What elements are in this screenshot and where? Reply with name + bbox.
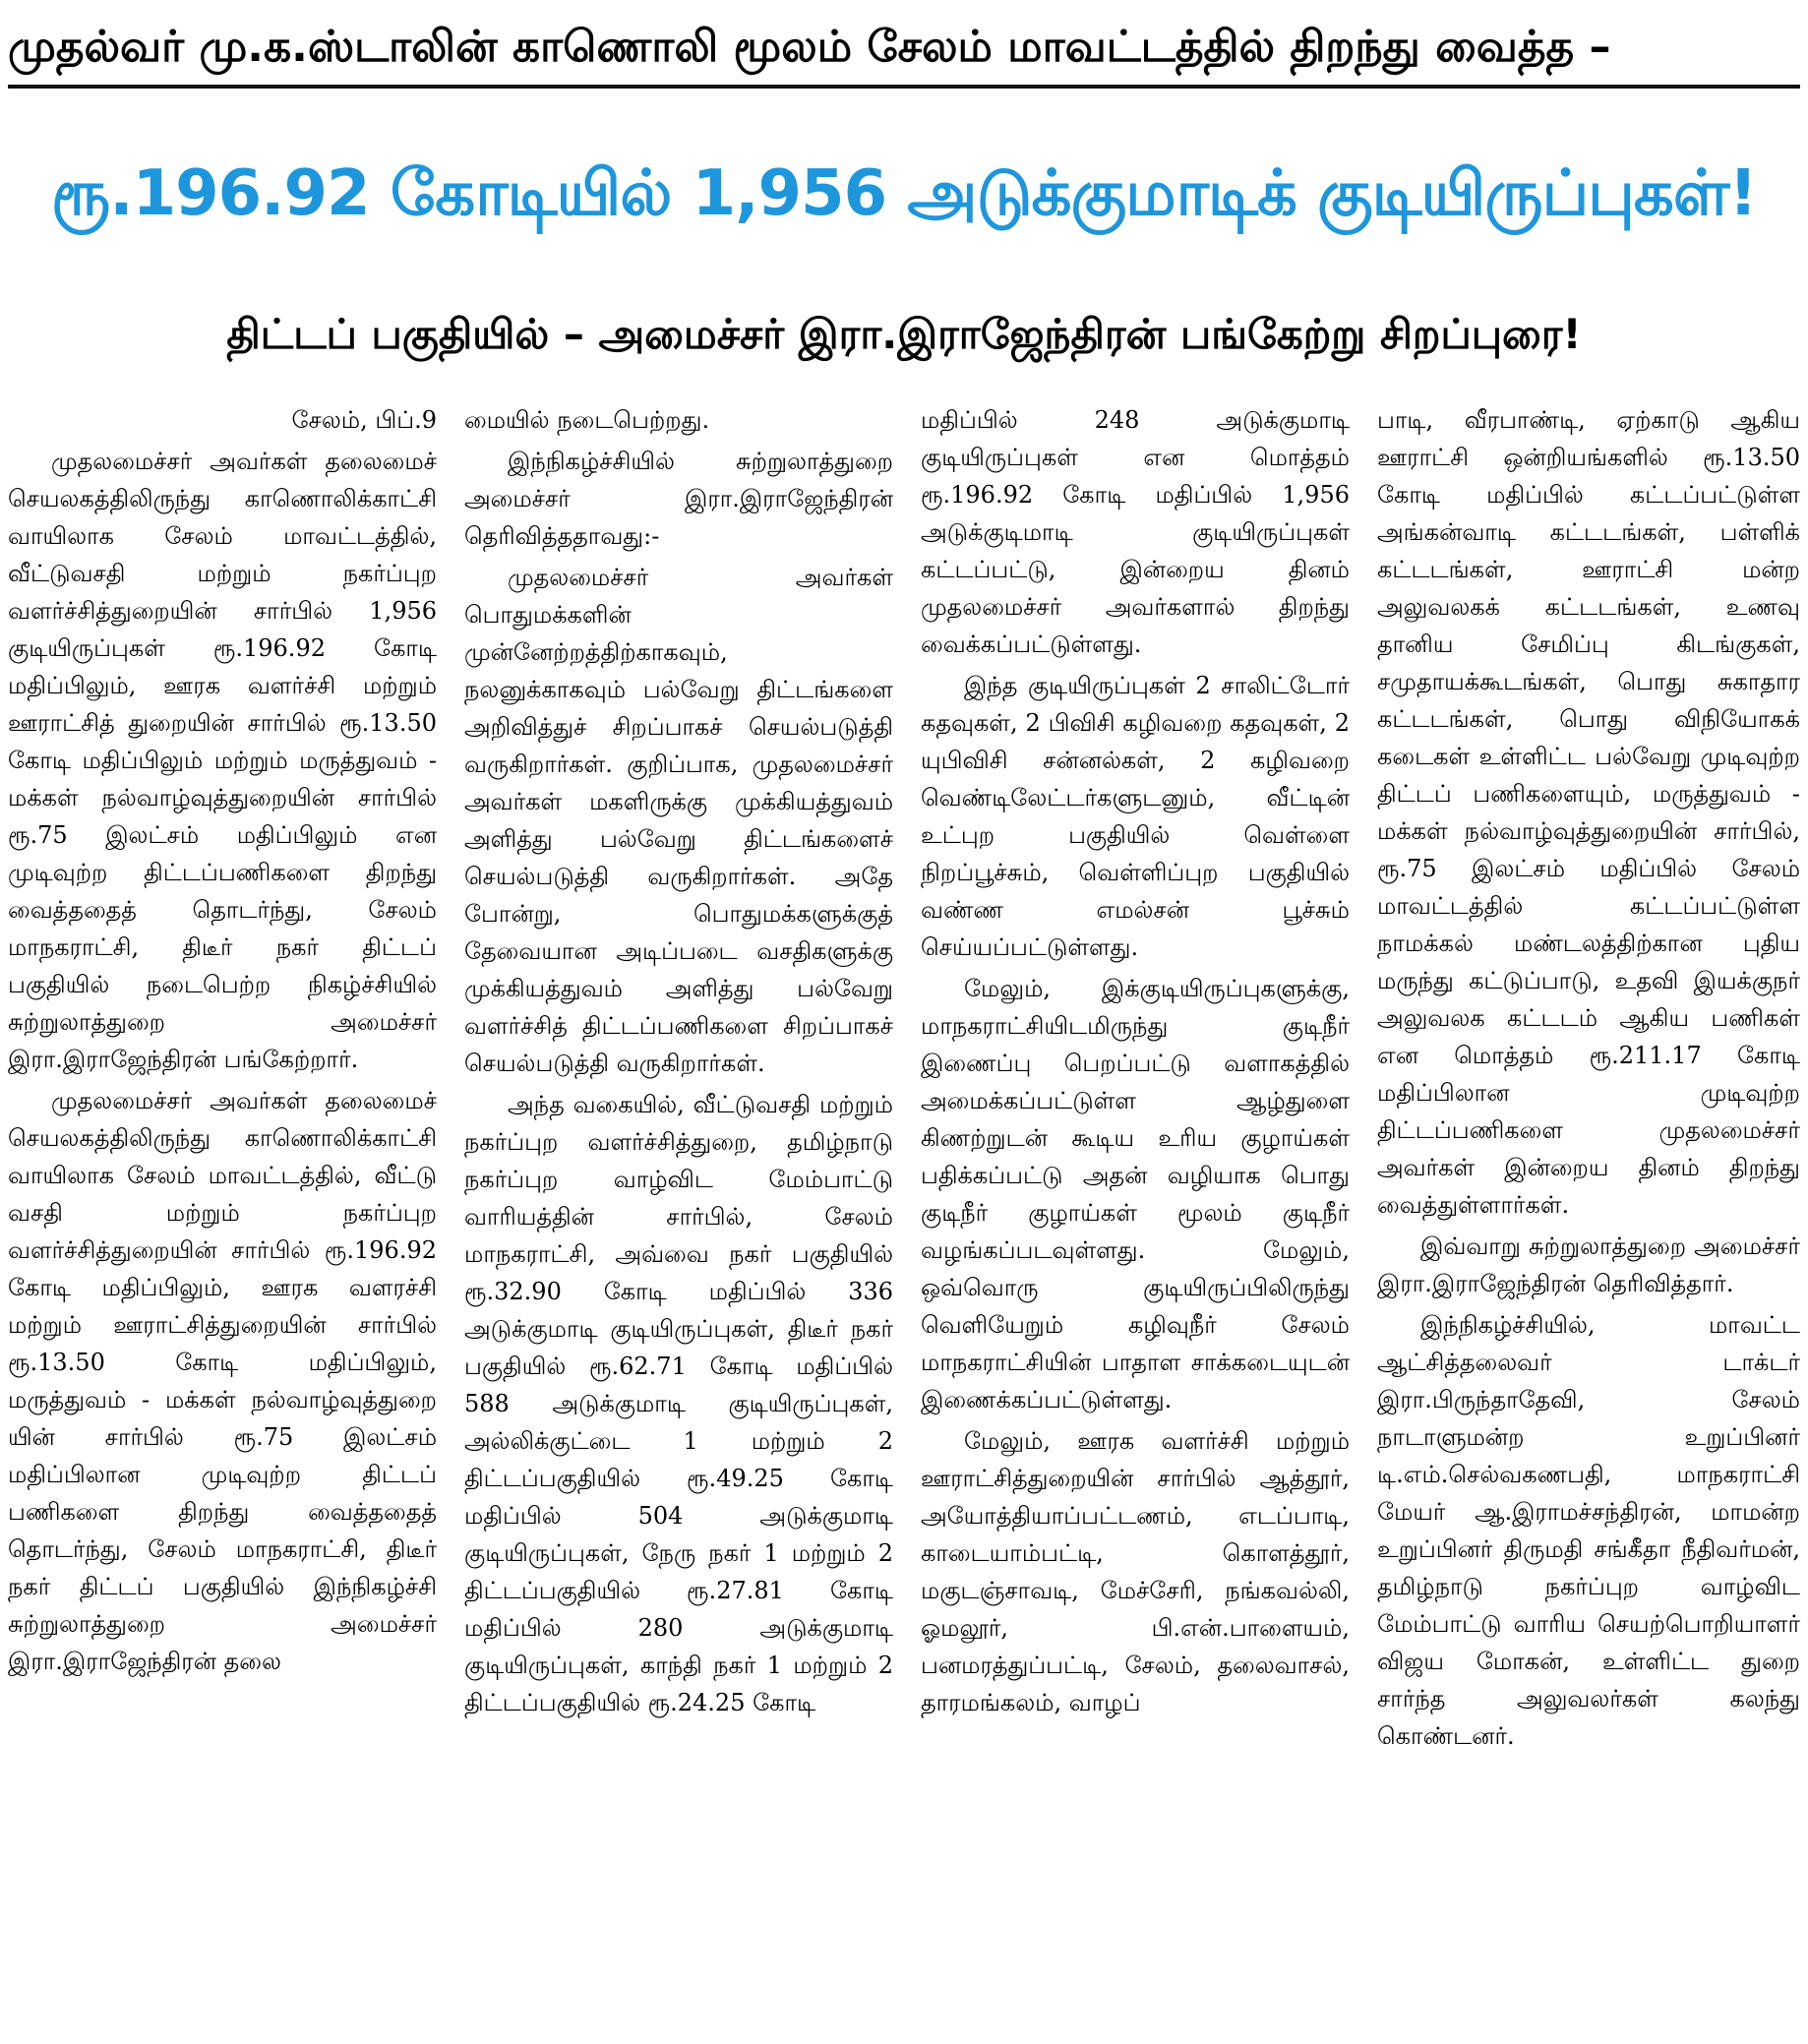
paragraph: மேலும், ஊரக வளர்ச்சி மற்றும் ஊராட்சித்துறையின் சார்பில் ஆத்தூர், அயோத்தியாப்பட்டணம், எடப்பாடி, காடையாம்பட்டி, கொளத்தூர், மகுடஞ்சாவடி, மேச்சேரி, நங்கவல்லி, ஓமலூர், பி.என்.பாளையம், பனமரத்துப்பட்டி, சேலம், தலைவாசல், தாரமங்கலம், வாழப்	[921, 1427, 1350, 1716]
paragraph: மையில் நடைபெற்றது.	[464, 406, 710, 434]
paragraph: இந்நிகழ்ச்சியில் சுற்றுலாத்துறை அமைச்சர் இரா.இராஜேந்திரன் தெரிவித்ததாவது:-	[464, 448, 893, 550]
article-column-3	[921, 401, 1350, 2038]
main-headline: ரூ.196.92 கோடியில் 1,956 அடுக்குமாடிக் குடியிருப்புகள்!	[51, 157, 1757, 230]
dateline: சேலம், பிப்.9	[291, 406, 437, 434]
article-column-2	[464, 401, 893, 2038]
paragraph: பாடி, வீரபாண்டி, ஏற்காடு ஆகிய ஊராட்சி ஒன்றியங்களில் ரூ.13.50 கோடி மதிப்பில் கட்டப்பட்டுள்ள அங்கன்வாடி கட்டடங்கள், பள்ளிக் கட்டடங்கள், ஊராட்சி மன்ற அலுவலகக் கட்டடங்கள், உணவு தானிய சேமிப்பு கிடங்குகள், சமுதாயக்கூடங்கள், பொது சுகாதார கட்டடங்கள், பொது விநியோகக் கடைகள் உள்ளிட்ட பல்வேறு முடிவுற்ற திட்டப் பணிகளையும், மருத்துவம் - மக்கள் நல்வாழ்வுத்துறையின் சார்பில், ரூ.75 இலட்சம் மதிப்பில் சேலம் மாவட்டத்தில் கட்டப்பட்டுள்ள நாமக்கல் மண்டலத்திற்கான புதிய மருந்து கட்டுப்பாடு, உதவி இயக்குநர் அலுவலக கட்டடம் ஆகிய பணிகள் என மொத்தம் ரூ.211.17 கோடி மதிப்பிலான முடிவுற்ற திட்டப்பணிகளை முதலமைச்சர் அவர்கள் இன்றைய தினம் திறந்து வைத்துள்ளார்கள்.	[1377, 406, 1800, 1219]
paragraph: முதலமைச்சர் அவர்கள் பொதுமக்களின் முன்னேற்றத்திற்காகவும், நலனுக்காகவும் பல்வேறு திட்டங்களை அறிவித்துச் சிறப்பாகச் செயல்படுத்தி வருகிறார்கள். குறிப்பாக, முதலமைச்சர் அவர்கள் மகளிருக்கு முக்கியத்துவம் அளித்து பல்வேறு திட்டங்களைச் செயல்படுத்தி வருகிறார்கள். அதே போன்று, பொதுமக்களுக்குத் தேவையான அடிப்படை வசதிகளுக்கு முக்கியத்துவம் அளித்து பல்வேறு வளர்ச்சித் திட்டப்பணிகளை சிறப்பாகச் செயல்படுத்தி வருகிறார்கள்.	[464, 564, 893, 1077]
paragraph: அந்த வகையில், வீட்டுவசதி மற்றும் நகர்ப்புற வளர்ச்சித்துறை, தமிழ்நாடு நகர்ப்புற வாழ்விட மேம்பாட்டு வாரியத்தின் சார்பில், சேலம் மாநகராட்சி, அவ்வை நகர் பகுதியில் ரூ.32.90 கோடி மதிப்பில் 336 அடுக்குமாடி குடியிருப்புகள், திடீர் நகர் பகுதியில் ரூ.62.71 கோடி மதிப்பில் 588 அடுக்குமாடி குடியிருப்புகள், அல்லிக்குட்டை 1 மற்றும் 2 திட்டப்பகுதியில் ரூ.49.25 கோடி மதிப்பில் 504 அடுக்குமாடி குடியிருப்புகள், நேரு நகர் 1 மற்றும் 2 திட்டப்பகுதியில் ரூ.27.81 கோடி மதிப்பில் 280 அடுக்குமாடி குடியிருப்புகள், காந்தி நகர் 1 மற்றும் 2 திட்டப்பகுதியில் ரூ.24.25 கோடி	[464, 1091, 893, 1716]
paragraph: மேலும், இக்குடியிருப்புகளுக்கு, மாநகராட்சியிடமிருந்து குடிநீர் இணைப்பு பெறப்பட்டு வளாகத்தில் அமைக்கப்பட்டுள்ள ஆழ்துளை கிணற்றுடன் கூடிய உரிய குழாய்கள் பதிக்கப்பட்டு அதன் வழியாக பொது குடிநீர் குழாய்கள் மூலம் குடிநீர் வழங்கப்படவுள்ளது. மேலும், ஒவ்வொரு குடியிருப்பிலிருந்து வெளியேறும் கழிவுநீர் சேலம் மாநகராட்சியின் பாதாள சாக்கடையுடன் இணைக்கப்பட்டுள்ளது.	[921, 975, 1350, 1413]
kicker-headline: முதல்வர் மு.க.ஸ்டாலின் காணொலி மூலம் சேலம் மாவட்டத்தில் திறந்து வைத்த –	[8, 6, 1800, 89]
article-column-1	[8, 401, 437, 2038]
paragraph: முதலமைச்சர் அவர்கள் தலைமைச் செயலகத்திலிருந்து காணொலிக்காட்சி வாயிலாக சேலம் மாவட்டத்தில், வீட்டுவசதி மற்றும் நகர்ப்புற வளர்ச்சித்துறையின் சார்பில் 1,956 குடியிருப்புகள் ரூ.196.92 கோடி மதிப்பிலும், ஊரக வளர்ச்சி மற்றும் ஊராட்சித் துறையின் சார்பில் ரூ.13.50 கோடி மதிப்பிலும் மற்றும் மருத்துவம் - மக்கள் நல்வாழ்வுத்துறையின் சார்பில் ரூ.75 இலட்சம் மதிப்பிலும் என முடிவுற்ற திட்டப்பணிகளை திறந்து வைத்ததைத் தொடர்ந்து, சேலம் மாநகராட்சி, திடீர் நகர் திட்டப் பகுதியில் நடைபெற்ற நிகழ்ச்சியில் சுற்றுலாத்துறை அமைச்சர் இரா.இராஜேந்திரன் பங்கேற்றார்.	[8, 448, 437, 1073]
paragraph: முதலமைச்சர் அவர்கள் தலைமைச் செயலகத்திலிருந்து காணொலிக்காட்சி வாயிலாக சேலம் மாவட்டத்தில், வீட்டு வசதி மற்றும் நகர்ப்புற வளர்ச்சித்துறையின் சார்பில் ரூ.196.92 கோடி மதிப்பிலும், ஊரக வளரச்சி மற்றும் ஊராட்சித்துறையின் சார்பில் ரூ.13.50 கோடி மதிப்பிலும், மருத்துவம் - மக்கள் நல்வாழ்வுத்துறை யின் சார்பில் ரூ.75 இலட்சம் மதிப்பிலான முடிவுற்ற திட்டப் பணிகளை திறந்து வைத்ததைத் தொடர்ந்து, சேலம் மாநகராட்சி, திடீர் நகர் திட்டப் பகுதியில் இந்நிகழ்ச்சி சுற்றுலாத்துறை அமைச்சர் இரா.இராஜேந்திரன் தலை	[8, 1087, 437, 1675]
paragraph: இவ்வாறு சுற்றுலாத்துறை அமைச்சர் இரா.இராஜேந்திரன் தெரிவித்தார்.	[1377, 1232, 1800, 1297]
paragraph: இந்த குடியிருப்புகள் 2 சாலிட்டோர் கதவுகள், 2 பிவிசி கழிவறை கதவுகள், 2 யுபிவிசி சன்னல்கள், 2 கழிவறை வெண்டிலேட்டர்களுடனும், வீட்டின் உட்புற பகுதியில் வெள்ளை நிறப்பூச்சும், வெள்ளிப்புற பகுதியில் வண்ண எமல்சன் பூச்சும் செய்யப்பட்டுள்ளது.	[921, 672, 1350, 961]
article-column-4	[1377, 401, 1800, 2038]
paragraph: இந்நிகழ்ச்சியில், மாவட்ட ஆட்சித்தலைவர் டாக்டர் இரா.பிருந்தாதேவி, சேலம் நாடாளுமன்ற உறுப்பினர் டி.எம்.செல்வகணபதி, மாநகராட்சி மேயர் ஆ.இராமச்சந்திரன், மாமன்ற உறுப்பினர் திருமதி சங்கீதா நீதிவர்மன், தமிழ்நாடு நகர்ப்புற வாழ்விட மேம்பாட்டு வாரிய செயற்பொறியாளர் விஜய மோகன், உள்ளிட்ட துறை சார்ந்த அலுவலர்கள் கலந்து கொண்டனர்.	[1377, 1311, 1800, 1750]
sub-headline: திட்டப் பகுதியில் – அமைச்சர் இரா.இராஜேந்திரன் பங்கேற்று சிறப்புரை!	[226, 310, 1582, 358]
paragraph: மதிப்பில் 248 அடுக்குமாடி குடியிருப்புகள் என மொத்தம் ரூ.196.92 கோடி மதிப்பில் 1,956 அடுக்குடிமாடி குடியிருப்புகள் கட்டப்பட்டு, இன்றைய தினம் முதலமைச்சர் அவர்களால் திறந்து வைக்கப்பட்டுள்ளது.	[921, 406, 1350, 658]
